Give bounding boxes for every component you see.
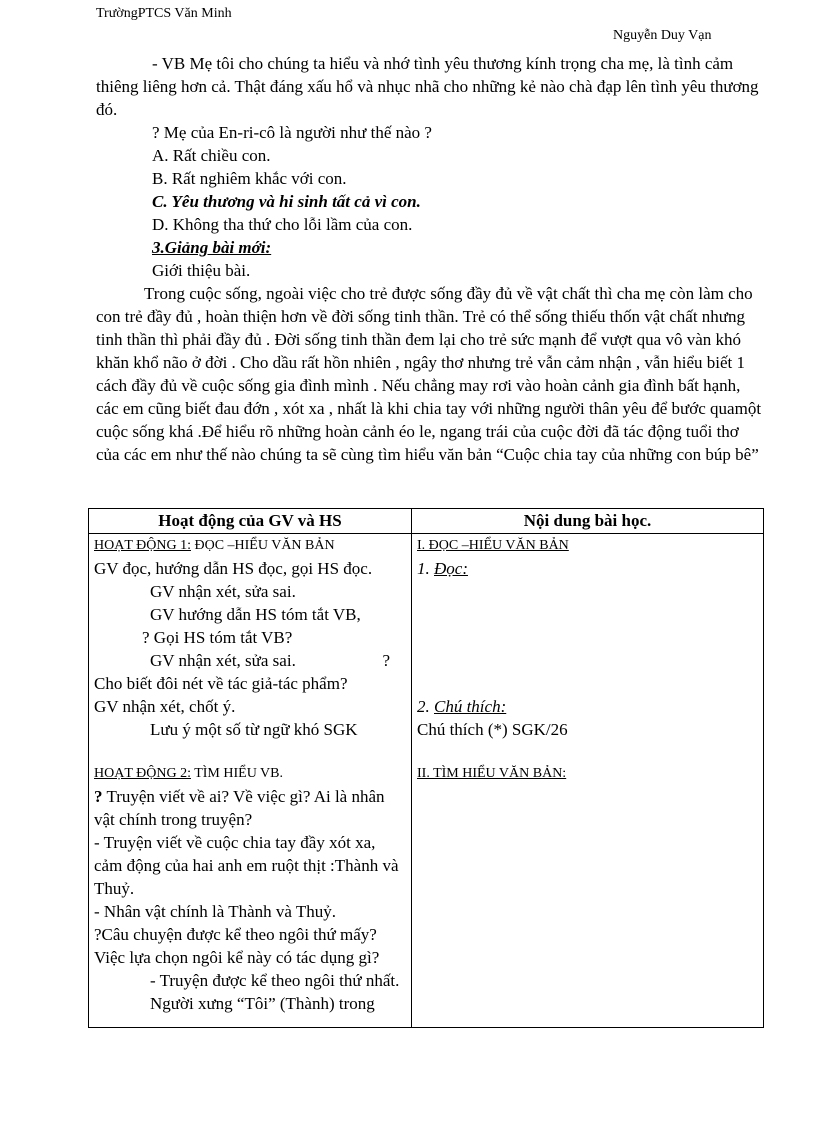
spacer [417,741,758,762]
activity-line: GV đọc, hướng dẫn HS đọc, gọi HS đọc. [94,559,373,578]
activity-1-subtitle: ĐỌC –HIỂU VĂN BẢN [190,538,335,553]
content-item-number: 2. [417,697,434,716]
question-1-text: Truyện viết về ai? Về việc gì? Ai là nhân vật chính trong truyện? [94,787,385,829]
content-item-notes [417,695,758,718]
option-b: B. Rất nghiêm khắc với con. [152,169,347,188]
content-notes-text: Chú thích (*) SGK/26 [417,720,568,739]
content-cell [412,534,764,1028]
intro-section [96,52,764,466]
content-item-read [417,557,758,580]
activity-line: GV hướng dẫn HS tóm tắt VB, [150,605,361,624]
school-name: TrườngPTCS Văn Minh [96,6,232,21]
activity-2-title: HOẠT ĐỘNG 2: [94,766,191,781]
question-text: ? Mẹ của En-ri-cô là người như thế nào ? [152,123,432,142]
activity-line: ? Gọi HS tóm tắt VB? [142,628,293,647]
spacer [94,741,406,762]
activity-2-heading [94,762,406,785]
question-1-mark: ? [94,787,103,806]
intro-paragraph-1: - VB Mẹ tôi cho chúng ta hiểu và nhớ tình yêu thương kính trọng cha mẹ, là tình cảm thiêng liêng hơn cả. Thật đáng xấu hổ và nhục nhã cho những kẻ nào chà đạp lên tình yêu thương đó. [96,54,759,119]
intro-paragraph-2: Trong cuộc sống, ngoài việc cho trẻ được sống đầy đủ về vật chất thì cha mẹ còn làm cho con trẻ đầy đủ , hoàn thiện hơn về đời sống tinh thần. Trẻ có thể sống thiếu thốn vật chất nhưng tinh thần thì phải đầy đủ . Đời sống tinh thần đem lại cho trẻ sức mạnh để vượt qua vô vàn khó khăn khổ não ở đời . Cho dầu rất hồn nhiên , ngây thơ nhưng trẻ vẫn cảm nhận , vẫn hiểu biết 1 cách đầy đủ về cuộc sống gia đình mình . Nếu chẳng may rơi vào hoàn cảnh gia đình bất hạnh, các em cũng biết đau đớn , xót xa , nhất là khi chia tay với những người thân yêu để bước quamột cuộc sống khá .Để hiểu rõ những hoàn cảnh éo le, ngang trái của cuộc đời đã tác động tuổi thơ của các em như thế nào chúng ta sẽ cùng tìm hiểu văn bản “Cuộc chia tay của những con búp bê” [96,284,762,464]
question-mark: ? [382,651,390,670]
option-d: D. Không tha thứ cho lỗi lầm của con. [152,215,413,234]
answer-line: - Truyện viết về cuộc chia tay đầy xót xa, cảm động của hai anh em ruột thịt :Thành và Thuỷ. [94,833,399,898]
activities-cell [89,534,412,1028]
content-item-number: 1. [417,559,434,578]
activity-1-title: HOẠT ĐỘNG 1: [94,538,191,553]
activity-1-heading [94,534,406,557]
section-heading-new-lesson: 3.Giảng bài mới: [152,238,272,257]
activity-line: GV nhận xét, sửa sai. [150,582,296,601]
header-content: Nội dung bài học. [412,509,764,534]
lesson-table [88,508,764,1028]
option-c-answer: C. Yêu thương và hi sinh tất cả vì con. [152,192,421,211]
spacer [417,580,758,695]
question-1 [94,785,406,831]
activity-line-text: GV nhận xét, sửa sai. [150,651,296,670]
answer-line: - Nhân vật chính là Thành và Thuỷ. [94,902,337,921]
header-activities: Hoạt động của GV và HS [89,509,412,534]
content-item-label: Chú thích: [434,697,507,716]
content-section-1: I. ĐỌC –HIỂU VĂN BẢN [417,538,569,553]
table-row [89,534,764,1028]
answer-line: - Truyện được kể theo ngôi thứ nhất. Người xưng “Tôi” (Thành) trong [150,971,400,1013]
option-a: A. Rất chiều con. [152,146,271,165]
author-name: Nguyễn Duy Vạn [613,28,712,43]
content-item-label: Đọc: [434,559,468,578]
activity-line [94,649,406,672]
question-2: ?Câu chuyện được kể theo ngôi thứ mấy? Việc lựa chọn ngôi kể này có tác dụng gì? [94,925,380,967]
activity-line: Cho biết đôi nét về tác giả-tác phẩm? [94,674,348,693]
table-header-row [89,509,764,534]
intro-label: Giới thiệu bài. [152,261,251,280]
content-section-2: II. TÌM HIỂU VĂN BẢN: [417,766,567,781]
activity-line: GV nhận xét, chốt ý. [94,697,236,716]
activity-line: Lưu ý một số từ ngữ khó SGK [150,720,358,739]
activity-2-subtitle: TÌM HIỂU VB. [190,766,284,781]
